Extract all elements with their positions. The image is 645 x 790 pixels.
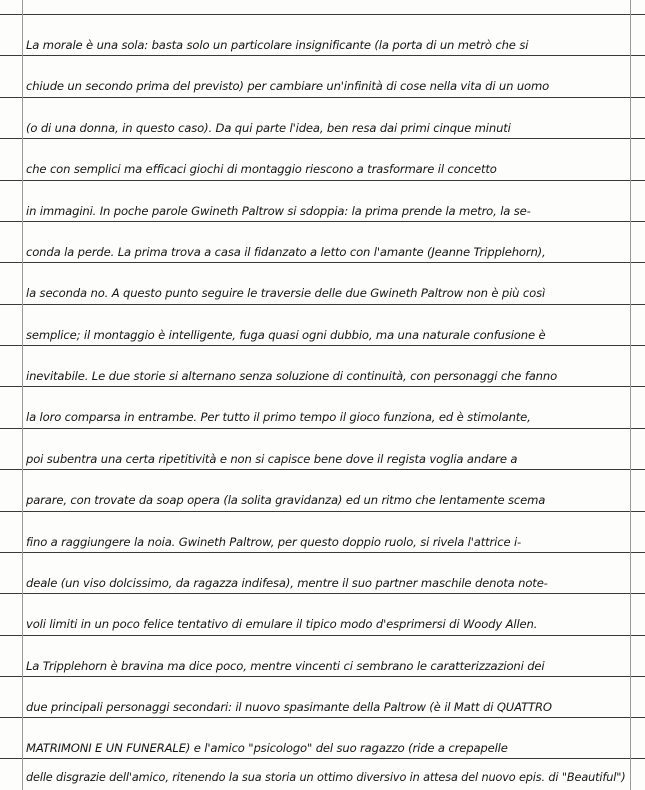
text-line-13: fino a raggiungere la noia. Gwineth Paltrow, per questo doppio ruolo, si rivela l'attrice i- bbox=[26, 535, 522, 549]
text-line-11: poi subentra una certa ripetitività e non si capisce bene dove il regista voglia andare a bbox=[26, 452, 518, 466]
text-line-2: chiude un secondo prima del previsto) per cambiare un'infinità di cose nella vita di un uomo bbox=[26, 79, 550, 93]
text-line-8: semplice; il montaggio è intelligente, fuga quasi ogni dubbio, ma una naturale confusione è bbox=[26, 328, 546, 342]
text-line-4: che con semplici ma efficaci giochi di montaggio riescono a trasformare il concetto bbox=[26, 162, 497, 176]
text-line-10: la loro comparsa in entrambe. Per tutto il primo tempo il gioco funziona, ed è stimolante, bbox=[26, 410, 531, 424]
text-line-3: (o di una donna, in questo caso). Da qui parte l'idea, ben resa dai primi cinque minuti bbox=[26, 121, 511, 135]
text-line-1: La morale è una sola: basta solo un particolare insignificante (la porta di un metrò che si bbox=[26, 38, 529, 52]
text-line-14: deale (un viso dolcissimo, da ragazza indifesa), mentre il suo partner maschile denota note- bbox=[26, 576, 548, 590]
text-line-18: MATRIMONI E UN FUNERALE) e l'amico "psicologo" del suo ragazzo (ride a crepapelle bbox=[26, 741, 508, 755]
ruled-line bbox=[0, 14, 645, 15]
text-line-16: La Tripplehorn è bravina ma dice poco, mentre vincenti ci sembrano le caratterizzazioni dei bbox=[26, 659, 545, 673]
text-line-6: conda la perde. La prima trova a casa il fidanzato a letto con l'amante (Jeanne Tripplehorn), bbox=[26, 245, 546, 259]
left-margin-line bbox=[22, 0, 23, 790]
text-line-12: parare, con trovate da soap opera (la solita gravidanza) ed un ritmo che lentamente scema bbox=[26, 493, 546, 507]
text-line-5: in immagini. In poche parole Gwineth Paltrow si sdoppia: la prima prende la metro, la se- bbox=[26, 204, 531, 218]
text-line-15: voli limiti in un poco felice tentativo di emulare il tipico modo d'esprimersi di Woody Allen. bbox=[26, 617, 538, 631]
right-margin-line bbox=[630, 0, 631, 790]
text-line-7: la seconda no. A questo punto seguire le traversie delle due Gwineth Paltrow non è più così bbox=[26, 286, 546, 300]
text-line-17: due principali personaggi secondari: il nuovo spasimante della Paltrow (è il Matt di QUATTRO bbox=[26, 700, 552, 714]
text-line-9: inevitabile. Le due storie si alternano senza soluzione di continuità, con personaggi che fanno bbox=[26, 369, 558, 383]
text-line-19: delle disgrazie dell'amico, ritenendo la sua storia un ottimo diversivo in attesa del nuovo epis. di "Beautiful") bbox=[26, 770, 626, 784]
